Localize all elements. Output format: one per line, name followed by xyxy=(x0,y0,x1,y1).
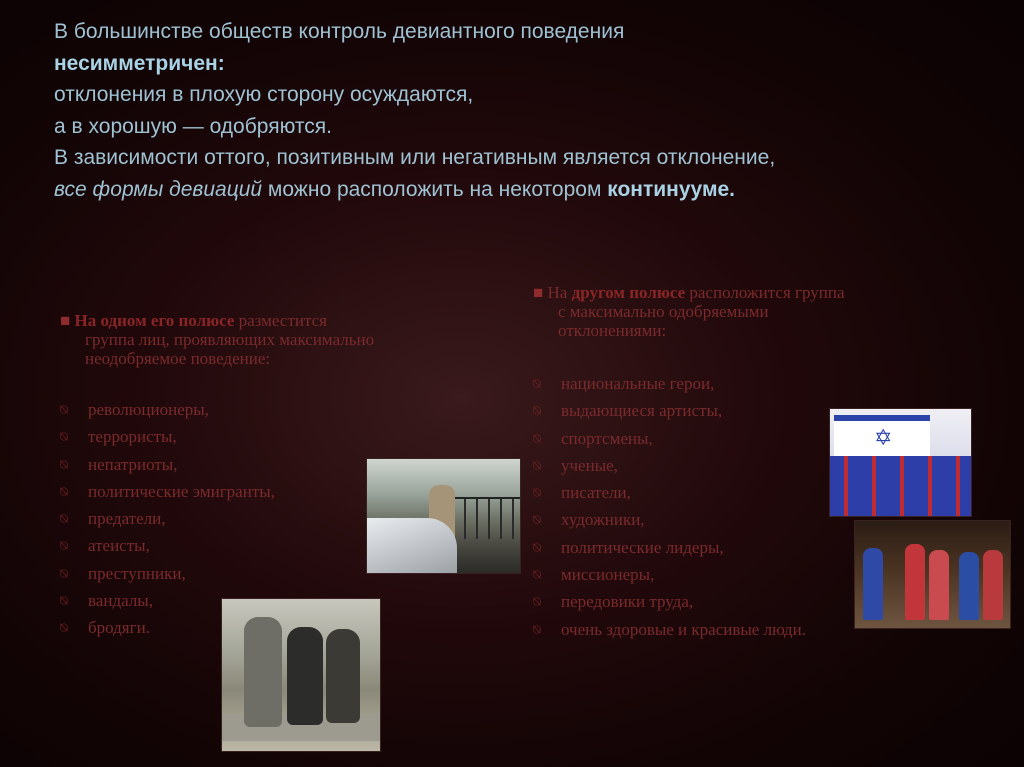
positive-pole-intro xyxy=(533,283,1003,340)
header-line-4: а в хорошую — одобряются. xyxy=(54,114,332,138)
car-shape xyxy=(367,518,457,573)
list-marker-icon: ⍉ xyxy=(60,511,68,527)
negative-pole-text-3: неодобряемое поведение: xyxy=(85,349,271,368)
homeless-photo xyxy=(221,598,381,752)
positive-pole-text-0: На xyxy=(547,283,572,302)
list-marker-icon: ⍉ xyxy=(533,485,541,501)
list-marker-icon: ⍉ xyxy=(60,456,68,472)
star-of-david-icon: ✡ xyxy=(874,425,893,450)
fence-shape xyxy=(452,497,520,539)
person-figure xyxy=(287,627,323,725)
list-item-text: политические эмигранты, xyxy=(88,481,275,501)
list-marker-icon: ⍉ xyxy=(60,402,68,417)
list-item-text: террористы, xyxy=(88,427,177,447)
continuum-term: континууме. xyxy=(607,177,735,201)
header-line-3: отклонения в плохую сторону осуждаются, xyxy=(54,83,474,106)
list-item-text: миссионеры, xyxy=(561,565,655,585)
sports-team-photo xyxy=(829,408,972,517)
list-item-text: ученые, xyxy=(561,455,618,475)
list-item-text: выдающиеся артисты, xyxy=(561,401,723,421)
list-item-text: политические лидеры, xyxy=(561,537,724,557)
header-line-1: В большинстве обществ контроль девиантного поведения xyxy=(54,20,625,43)
list-item-text: революционеры, xyxy=(88,400,209,419)
list-marker-icon: ⍉ xyxy=(60,593,68,609)
dancer-figure xyxy=(959,552,979,620)
dancer-figure xyxy=(863,548,883,620)
bullet-square-icon: ■ xyxy=(533,283,544,302)
list-item-text: атеисты, xyxy=(88,536,150,556)
list-marker-icon: ⍉ xyxy=(60,620,68,636)
person-figure xyxy=(244,617,282,727)
negative-pole-text-2: группа лиц, проявляющих максимально xyxy=(85,330,375,349)
list-marker-icon: ⍉ xyxy=(533,567,541,583)
list-marker-icon: ⍉ xyxy=(533,621,541,637)
team-members-shape xyxy=(830,456,971,516)
bullet-square-icon: ■ xyxy=(60,311,71,330)
street-photo xyxy=(366,458,521,574)
list-item-text: очень здоровые и красивые люди. xyxy=(561,619,806,639)
dancer-figure xyxy=(983,550,1003,620)
dancer-figure xyxy=(905,544,925,620)
list-item-text: национальные герои, xyxy=(561,374,715,393)
person-figure xyxy=(326,629,360,723)
list-marker-icon: ⍉ xyxy=(533,457,541,473)
folk-dance-photo xyxy=(854,520,1011,629)
list-marker-icon: ⍉ xyxy=(60,538,68,554)
list-item-text: бродяги. xyxy=(88,618,150,638)
list-item xyxy=(60,396,500,423)
list-marker-icon: ⍉ xyxy=(60,565,68,581)
list-marker-icon: ⍉ xyxy=(533,539,541,555)
deviation-forms-term: все формы девиаций xyxy=(54,177,263,201)
list-item-text: преступники, xyxy=(88,563,186,583)
list-item-text: вандалы, xyxy=(88,591,153,611)
list-item-text: писатели, xyxy=(561,483,631,503)
dancer-figure xyxy=(929,550,949,620)
list-item-text: спортсмены, xyxy=(561,428,653,448)
list-item xyxy=(60,423,500,450)
list-marker-icon: ⍉ xyxy=(533,594,541,610)
list-item-text: предатели, xyxy=(88,509,166,529)
list-marker-icon: ⍉ xyxy=(60,483,68,499)
negative-pole-bold: На одном его полюсе xyxy=(74,311,235,330)
header-line-2 xyxy=(54,48,984,80)
list-marker-icon: ⍉ xyxy=(533,376,541,391)
asymmetric-term: несимметричен: xyxy=(54,51,225,75)
list-marker-icon: ⍉ xyxy=(533,430,541,446)
header-line-5: В зависимости оттого, позитивным или негативным является отклонение, xyxy=(54,146,776,169)
positive-pole-text-2: с максимально одобряемыми xyxy=(558,302,769,321)
list-item xyxy=(533,370,1003,397)
list-marker-icon: ⍉ xyxy=(533,512,541,528)
positive-pole-text-3: отклонениями: xyxy=(558,321,667,340)
negative-pole-intro xyxy=(60,311,500,368)
list-marker-icon: ⍉ xyxy=(533,403,541,419)
list-item-text: художники, xyxy=(561,510,645,530)
list-item-text: передовики труда, xyxy=(561,592,694,612)
list-marker-icon: ⍉ xyxy=(60,429,68,445)
header-line-6-mid: можно расположить на некотором xyxy=(262,177,608,201)
header-line-6 xyxy=(54,174,984,206)
positive-pole-bold: другом полюсе xyxy=(571,283,686,302)
header-text xyxy=(54,16,984,205)
positive-pole-text-1: расположится группа xyxy=(685,283,845,302)
list-item-text: непатриоты, xyxy=(88,454,178,474)
negative-pole-text-1: разместится xyxy=(234,311,327,330)
